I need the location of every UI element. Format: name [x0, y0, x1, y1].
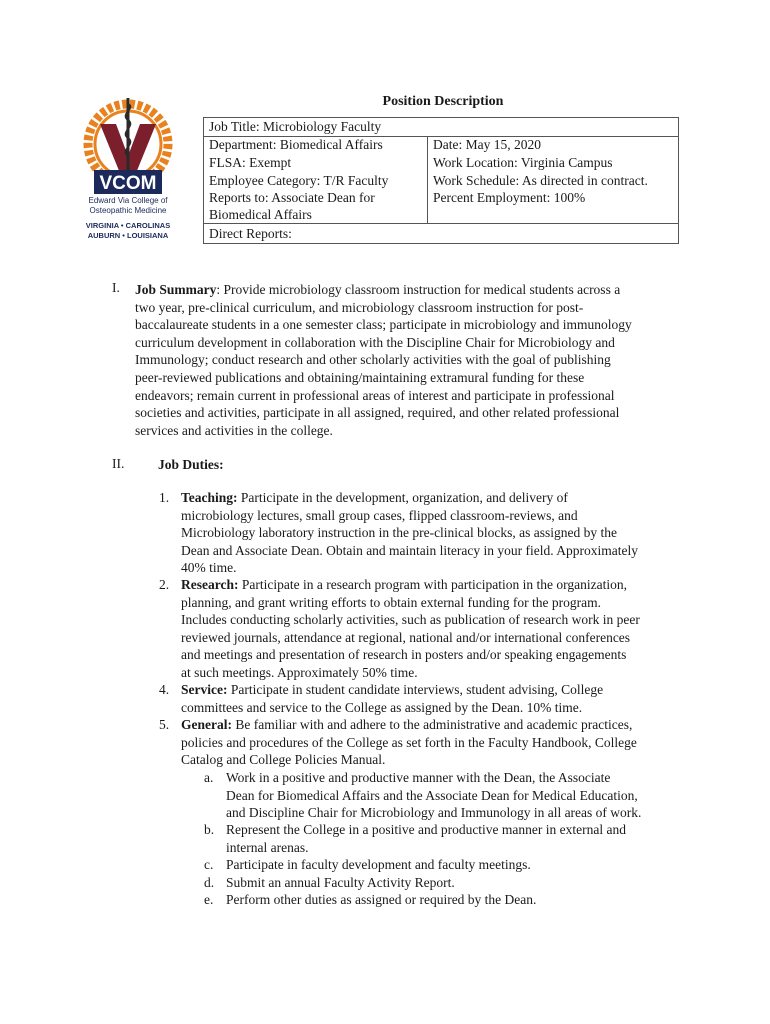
logo-line-campuses-1: VIRGINIA • CAROLINAS — [85, 221, 171, 230]
vcom-emblem-icon — [80, 94, 176, 198]
section-numeral-ii: II. — [112, 456, 125, 471]
reports-to-line2: Biomedical Affairs — [209, 207, 312, 222]
section-numeral-i: I. — [112, 280, 120, 295]
logo-line-medicine: Osteopathic Medicine — [89, 206, 167, 215]
job-summary: Job Summary: Provide microbiology classroom instruction for medical students across a two year, pre-clinical curriculum, and microbiology classroom instruction for post- baccalaureate students in a one semester class; participate in microbiology and immunology curriculum development in collaboration with the Discipline Chair for Microbiology and Immunology; conduct research and other scholarly activities with the goal of publishing peer-reviewed publications and obtaining/maintaining extramural funding for these endeavors; remain current in professional areas of interest and participate in professional societies and activities, participate in all assigned, required, and other related professional services and activities in the college. — [135, 282, 632, 438]
department: Department: Biomedical Affairs — [209, 137, 383, 152]
vcom-acronym: VCOM — [99, 173, 157, 194]
job-title: Job Title: Microbiology Faculty — [209, 119, 382, 134]
percent-employment: Percent Employment: 100% — [433, 190, 586, 205]
date: Date: May 15, 2020 — [433, 137, 541, 152]
direct-reports: Direct Reports: — [209, 226, 292, 241]
work-location: Work Location: Virginia Campus — [433, 155, 613, 170]
reports-to-line1: Reports to: Associate Dean for — [209, 190, 375, 205]
position-info-table — [203, 117, 679, 244]
logo-line-campuses-2: AUBURN • LOUISIANA — [87, 231, 169, 240]
position-description-title: Position Description — [382, 94, 504, 109]
employee-category: Employee Category: T/R Faculty — [209, 173, 389, 188]
flsa: FLSA: Exempt — [209, 155, 292, 170]
logo-line-college: Edward Via College of — [88, 196, 168, 205]
work-schedule: Work Schedule: As directed in contract. — [433, 173, 648, 188]
job-duties-heading: Job Duties: — [158, 457, 224, 472]
job-summary-label: Job Summary — [135, 282, 217, 297]
